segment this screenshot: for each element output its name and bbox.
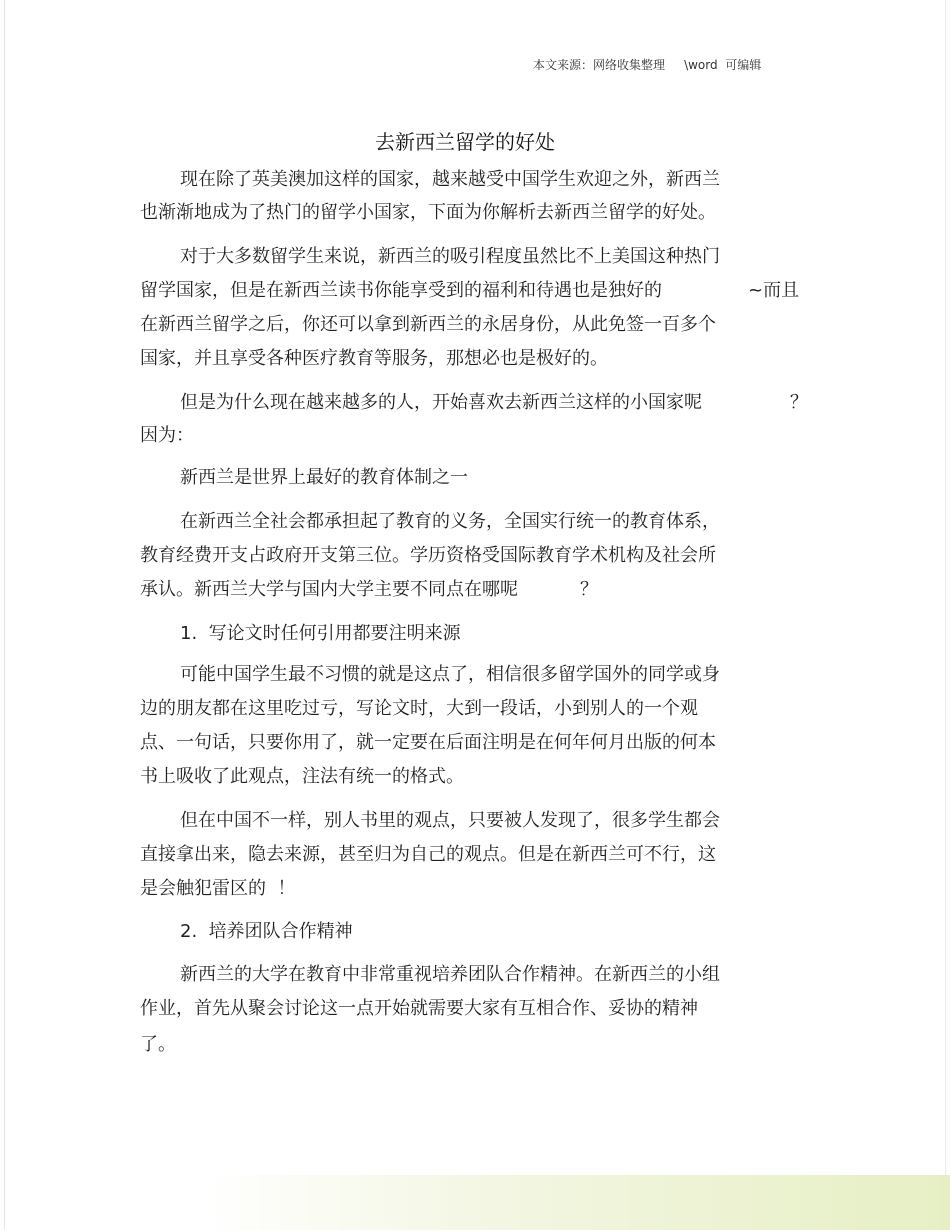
paragraph-line: 但在中国不一样，别人书里的观点，只要被人发现了，很多学生都会 (180, 810, 720, 831)
paragraph-line: 了。 (140, 1034, 176, 1055)
header-source-note: 本文来源：网络收集整理 \word 可编辑 (533, 58, 762, 72)
question-mark: ？ (580, 579, 598, 600)
paragraph-line: 可能中国学生最不习惯的就是这点了，相信很多留学国外的同学或身 (180, 664, 720, 685)
paragraph-line: 也渐渐地成为了热门的留学小国家，下面为你解析去新西兰留学的好处。 (140, 202, 716, 223)
paragraph-line: 国家，并且享受各种医疗教育等服务，那想必也是极好的。 (140, 348, 608, 369)
paragraph-line: 留学国家，但是在新西兰读书你能享受到的福利和待遇也是独好的 (140, 280, 662, 301)
numbered-heading-2: 2. 培养团队合作精神 (180, 921, 353, 942)
question-mark: ？ (790, 392, 808, 413)
paragraph-line: 直接拿出来，隐去来源，甚至归为自己的观点。但是在新西兰可不行，这 (140, 844, 716, 865)
page-title: 去新西兰留学的好处 (375, 130, 555, 154)
paragraph-line: 新西兰的大学在教育中非常重视培养团队合作精神。在新西兰的小组 (180, 964, 720, 985)
paragraph-line: 边的朋友都在这里吃过亏，写论文时，大到一段话，小到别人的一个观 (140, 698, 698, 719)
paragraph-line: 因为： (140, 425, 194, 446)
page-edge-right (945, 0, 946, 1230)
paragraph-line: 是会触犯雷区的 ！ (140, 878, 296, 899)
paragraph-line: 承认。新西兰大学与国内大学主要不同点在哪呢 (140, 579, 518, 600)
paragraph-line: 作业，首先从聚会讨论这一点开始就需要大家有互相合作、妥协的精神 (140, 998, 698, 1019)
paragraph-line-tail: ~而且 (748, 280, 800, 301)
paragraph-line: 在新西兰全社会都承担起了教育的义务，全国实行统一的教育体系， (180, 511, 720, 532)
paragraph-line: 现在除了英美澳加这样的国家，越来越受中国学生欢迎之外，新西兰 (180, 169, 720, 190)
page-edge-left (4, 0, 5, 1230)
paragraph-line: 在新西兰留学之后，你还可以拿到新西兰的永居身份，从此免签一百多个 (140, 314, 716, 335)
paragraph-line: 教育经费开支占政府开支第三位。学历资格受国际教育学术机构及社会所 (140, 545, 716, 566)
paragraph-line: 但是为什么现在越来越多的人，开始喜欢去新西兰这样的小国家呢 (180, 392, 702, 413)
section-heading: 新西兰是世界上最好的教育体制之一 (180, 467, 468, 488)
numbered-heading-1: 1. 写论文时任何引用都要注明来源 (180, 623, 461, 644)
paragraph-line: 点、一句话，只要你用了，就一定要在后面注明是在何年何月出版的何本 (140, 732, 716, 753)
paragraph-line: 书上吸收了此观点，注法有统一的格式。 (140, 766, 464, 787)
bottom-decorative-band (200, 1175, 950, 1230)
paragraph-line: 对于大多数留学生来说，新西兰的吸引程度虽然比不上美国这种热门 (180, 246, 720, 267)
